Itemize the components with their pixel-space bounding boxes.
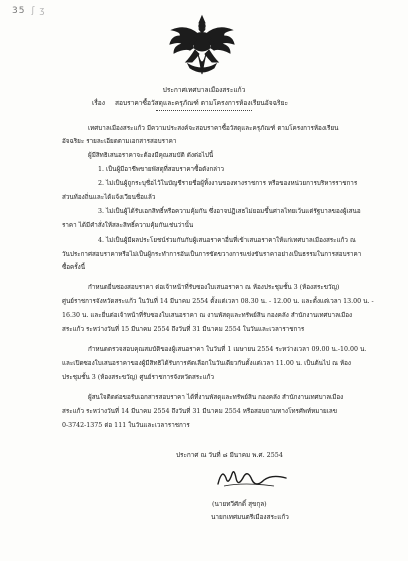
body-line: สระแก้ว ระหว่างวันที่ 14 มีนาคม 2554 ถึงวันที่ 31 มีนาคม 2554 หรือสอบถามทางโทรศัพท์หมายเลข <box>62 408 337 415</box>
body-line: 2. ไม่เป็นผู้ถูกระบุชื่อไว้ในบัญชีรายชื่อผู้ทิ้งงานของทางราชการ หรือของหน่วยการบริหารราชการ <box>98 180 358 187</box>
body-line: อัจฉริยะ รายละเอียดตามเอกสารสอบราคา <box>62 138 177 145</box>
handwritten-signature-icon <box>214 464 292 494</box>
page-number-text: 35 <box>12 6 26 16</box>
body-line: ส่วนท้องถิ่นและได้แจ้งเวียนชื่อแล้ว <box>62 194 156 201</box>
body-line: 4. ไม่เป็นผู้มีผลประโยชน์ร่วมกันกับผู้เสนอราคาอื่นที่เข้าเสนอราคาให้แก่เทศบาลเมืองสระแก้ว ณ <box>98 237 356 244</box>
body-line: ประชุมชั้น 3 (ห้องสระขวัญ) ศูนย์ราชการจังหวัดสระแก้ว <box>62 374 214 381</box>
subject-label: เรื่อง <box>92 99 105 107</box>
body-line: 16.30 น. และยื่นต่อเจ้าหน้าที่รับซองใบเสนอราคา ณ งานพัสดุและทรัพย์สิน กองคลัง สำนักงานเทศบาลเมือง <box>62 312 353 319</box>
announcement-date: ประกาศ ณ วันที่ ๘ มีนาคม พ.ศ. 2554 <box>176 451 283 459</box>
signer-title: นายกเทศมนตรีเมืองสระแก้ว <box>211 513 289 521</box>
garuda-emblem-icon <box>168 14 236 80</box>
body-line: ซื้อครั้งนี้ <box>62 264 86 271</box>
signer-name: (นายทวีศักดิ์ สุขกุล) <box>212 500 267 508</box>
subject-line <box>92 97 288 108</box>
body-line: ศูนย์ราชการจังหวัดสระแก้ว ในวันที่ 14 มีนาคม 2554 ตั้งแต่เวลา 08.30 น. - 12.00 น. และตั้งแต่เวลา 13.00 น. - <box>62 298 374 305</box>
body-line: กำหนดตรวจสอบคุณสมบัติของผู้เสนอราคา ในวันที่ 1 เมษายน 2554 ระหว่างเวลา 09.00 น.-10.00 น. <box>88 346 367 353</box>
header-divider <box>156 110 252 111</box>
organization-title: ประกาศเทศบาลเมืองสระแก้ว <box>162 86 246 94</box>
body-line: วันประกาศสอบราคาหรือไม่เป็นผู้กระทำการอันเป็นการขัดขวางการแข่งขันราคาอย่างเป็นธรรมในการสอบราคา <box>62 251 362 258</box>
body-line: กำหนดยื่นซองสอบราคา ต่อเจ้าหน้าที่รับซองใบเสนอราคา ณ ห้องประชุมชั้น 3 (ห้องสระขวัญ) <box>88 284 340 291</box>
handwritten-page-number <box>12 6 46 16</box>
body-line: เทศบาลเมืองสระแก้ว มีความประสงค์จะสอบราคาซื้อวัสดุและครุภัณฑ์ ตามโครงการห้องเรียน <box>88 125 339 132</box>
body-line: ผู้มีสิทธิเสนอราคาจะต้องมีคุณสมบัติ ดังต่อไปนี้ <box>88 152 214 159</box>
body-line: สระแก้ว ระหว่างวันที่ 15 มีนาคม 2554 ถึงวันที่ 31 มีนาคม 2554 ในวันและเวลาราชการ <box>62 326 305 333</box>
body-line: ผู้สนใจติดต่อขอรับเอกสารสอบราคา ได้ที่งานพัสดุและทรัพย์สิน กองคลัง สำนักงานเทศบาลเมือง <box>88 394 344 401</box>
subject-text: สอบราคาซื้อวัสดุและครุภัณฑ์ ตามโครงการห้องเรียนอัจฉริยะ <box>114 99 289 107</box>
body-line: 1. เป็นผู้มีอาชีพขายพัสดุที่สอบราคาซื้อดังกล่าว <box>98 166 225 173</box>
body-line: 0-3742-1375 ต่อ 111 ในวันและเวลาราชการ <box>62 422 190 429</box>
faint-mark-text: ʃ ʒ <box>31 6 46 16</box>
body-line: ราคา ได้มีคำสั่งให้สละสิทธิ์ความคุ้มกันเช่นว่านั้น <box>62 222 194 229</box>
body-line: และเปิดซองใบเสนอราคาของผู้มีสิทธิได้รับการคัดเลือกในวันเดียวกันตั้งแต่เวลา 11.00 น. เป็นต้นไป ณ ห้อง <box>62 360 351 367</box>
body-line: 3. ไม่เป็นผู้ได้รับเอกสิทธิ์หรือความคุ้มกัน ซึ่งอาจปฏิเสธไม่ยอมขึ้นศาลไทยเว้นแต่รัฐบาลของผู้เสนอ <box>98 208 361 215</box>
